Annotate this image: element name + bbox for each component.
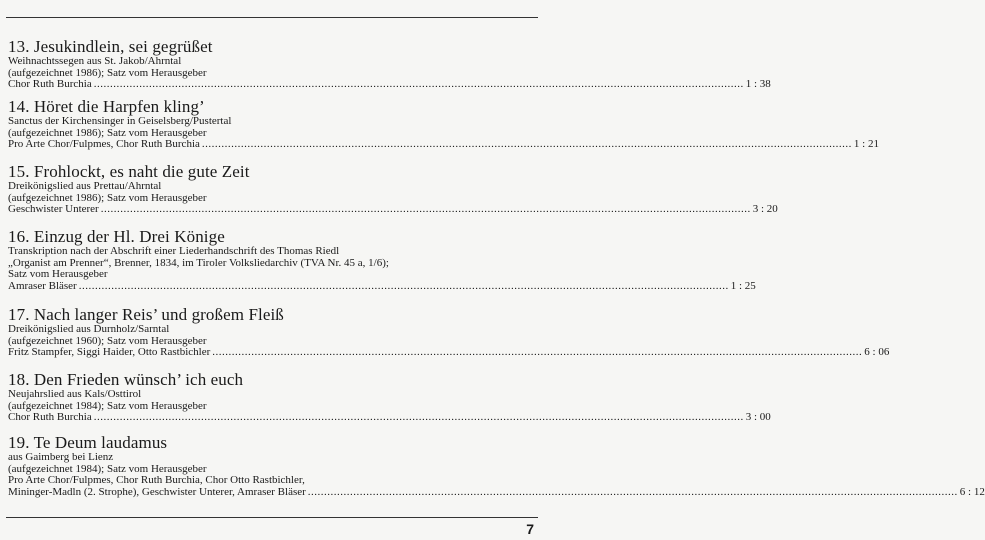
performer-line bbox=[8, 138, 879, 151]
track-description: Transkription nach der Abschrift einer Liederhandschrift des Thomas Riedl bbox=[8, 245, 340, 257]
performer: Pro Arte Chor/Fulpmes, Chor Ruth Burchia bbox=[8, 138, 200, 151]
track-title: 18. Den Frieden wünsch’ ich euch bbox=[8, 370, 244, 389]
performer-line bbox=[8, 203, 778, 216]
duration: 3 : 20 bbox=[752, 203, 778, 216]
performer: Amraser Bläser bbox=[8, 279, 77, 292]
track-description: Neujahrslied aus Kals/Osttirol bbox=[8, 388, 142, 400]
dot-leader: ........................................................................................................................................................................................................ bbox=[78, 279, 729, 292]
performer-line bbox=[8, 346, 890, 359]
track-description: (aufgezeichnet 1986); Satz vom Herausgeber bbox=[8, 66, 207, 79]
page-number: 7 bbox=[526, 521, 534, 537]
performer: Fritz Stampfer, Siggi Haider, Otto Rastbichler bbox=[8, 346, 211, 359]
track-description: (aufgezeichnet 1984); Satz vom Herausgeber bbox=[8, 462, 207, 475]
track-15 bbox=[8, 162, 778, 216]
track-title: 13. Jesukindlein, sei gegrüßet bbox=[8, 37, 213, 56]
duration: 6 : 12 bbox=[959, 485, 985, 498]
track-description: (aufgezeichnet 1960); Satz vom Herausgeber bbox=[8, 334, 207, 347]
bottom-rule bbox=[6, 517, 538, 518]
dot-leader: ........................................................................................................................................................................................................ bbox=[201, 138, 852, 151]
track-description: aus Gaimberg bei Lienz bbox=[8, 451, 114, 463]
performer-line bbox=[8, 78, 771, 91]
duration: 3 : 00 bbox=[745, 411, 771, 424]
performer-line bbox=[8, 411, 771, 424]
track-description: (aufgezeichnet 1984); Satz vom Herausgeber bbox=[8, 399, 207, 412]
track-19 bbox=[8, 433, 985, 498]
performer-line bbox=[8, 279, 756, 293]
track-description: Dreikönigslied aus Durnholz/Sarntal bbox=[8, 323, 170, 335]
duration: 1 : 38 bbox=[745, 78, 771, 91]
track-description: Pro Arte Chor/Fulpmes, Chor Ruth Burchia, Chor Otto Rastbichler, bbox=[8, 474, 305, 487]
performer: Chor Ruth Burchia bbox=[8, 411, 92, 424]
track-description: „Organist am Prenner“, Brenner, 1834, im Tiroler Volksliedarchiv (TVA Nr. 45 a, 1/6); bbox=[8, 256, 389, 269]
performer: Geschwister Unterer bbox=[8, 203, 99, 216]
track-18 bbox=[8, 370, 771, 424]
duration: 1 : 25 bbox=[730, 279, 756, 292]
track-description: Sanctus der Kirchensinger in Geiselsberg/Pustertal bbox=[8, 115, 232, 127]
duration: 1 : 21 bbox=[853, 138, 879, 151]
performer: Mininger-Madln (2. Strophe), Geschwister Unterer, Amraser Bläser bbox=[8, 485, 306, 498]
dot-leader: ........................................................................................................................................................................................................ bbox=[93, 411, 744, 424]
dot-leader: ........................................................................................................................................................................................................ bbox=[212, 346, 863, 359]
track-title: 17. Nach langer Reis’ und großem Fleiß bbox=[8, 305, 284, 324]
track-description: Satz vom Herausgeber bbox=[8, 268, 108, 281]
dot-leader: ........................................................................................................................................................................................................ bbox=[307, 485, 958, 498]
track-13 bbox=[8, 37, 771, 91]
track-title: 15. Frohlockt, es naht die gute Zeit bbox=[8, 162, 250, 181]
track-14 bbox=[8, 97, 879, 151]
dot-leader: ........................................................................................................................................................................................................ bbox=[93, 78, 744, 91]
track-16 bbox=[8, 227, 756, 292]
performer: Chor Ruth Burchia bbox=[8, 78, 92, 91]
dot-leader: ........................................................................................................................................................................................................ bbox=[100, 203, 751, 216]
track-title: 14. Höret die Harpfen kling’ bbox=[8, 97, 205, 116]
track-title: 16. Einzug der Hl. Drei Könige bbox=[8, 227, 225, 246]
track-description: (aufgezeichnet 1986); Satz vom Herausgeber bbox=[8, 191, 207, 204]
track-description: Weihnachtssegen aus St. Jakob/Ahrntal bbox=[8, 55, 182, 67]
performer-line bbox=[8, 485, 985, 499]
duration: 6 : 06 bbox=[864, 346, 890, 359]
top-rule bbox=[6, 17, 538, 18]
track-description: (aufgezeichnet 1986); Satz vom Herausgeber bbox=[8, 126, 207, 139]
track-description: Dreikönigslied aus Prettau/Ahrntal bbox=[8, 180, 162, 192]
track-title: 19. Te Deum laudamus bbox=[8, 433, 168, 452]
track-17 bbox=[8, 305, 890, 359]
